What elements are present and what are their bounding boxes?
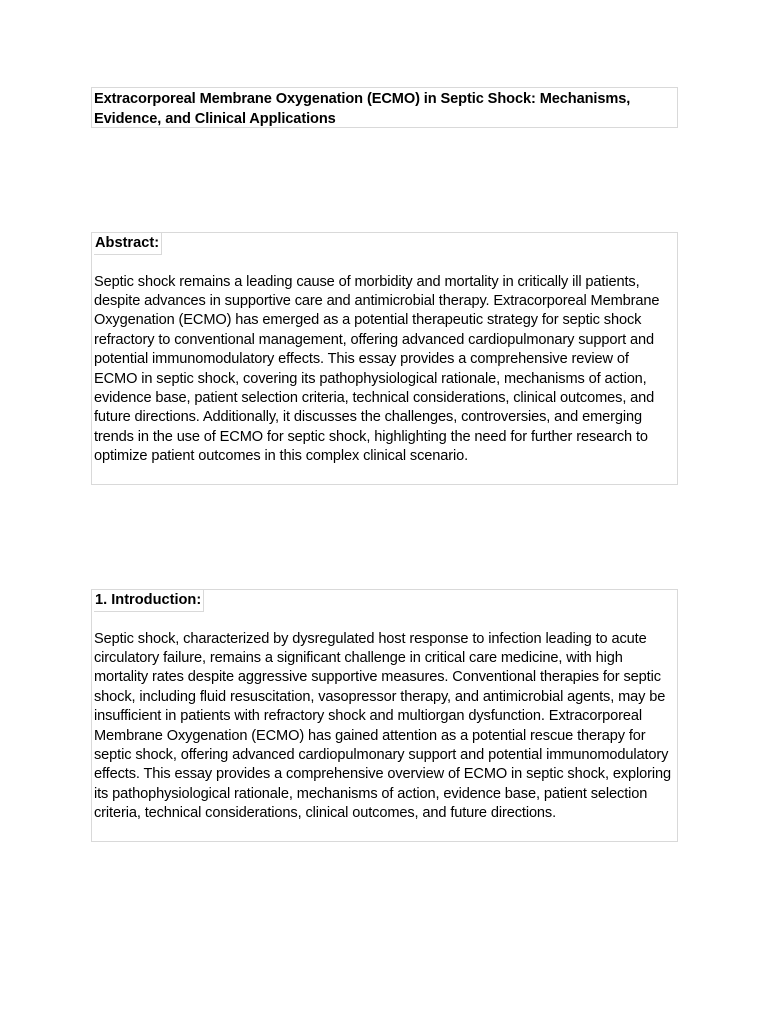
document-title: Extracorporeal Membrane Oxygenation (ECMO) in Septic Shock: Mechanisms, Evidence, and Clinical Applications xyxy=(94,91,631,127)
introduction-text: Septic shock, characterized by dysregulated host response to infection leading to acute circulatory failure, remains a significant challenge in critical care medicine, with high mortality rates despite aggressive supportive measures. Conventional therapies for septic shock, including fluid resuscitation, vasopressor therapy, and antimicrobial agents, may be insufficient in patients with refractory shock and multiorgan dysfunction. Extracorporeal Membrane Oxygenation (ECMO) has gained attention as a potential rescue therapy for septic shock, offering advanced cardiopulmonary support and potential immunomodulatory effects. This essay provides a comprehensive overview of ECMO in septic shock, exploring its pathophysiological rationale, mechanisms of action, evidence base, patient selection criteria, technical considerations, clinical outcomes, and future directions. xyxy=(94,630,671,822)
abstract-text: Septic shock remains a leading cause of morbidity and mortality in critically ill patients, despite advances in supportive care and antimicrobial therapy. Extracorporeal Membrane Oxygenation (ECMO) has emerged as a potential therapeutic strategy for septic shock refractory to conventional management, offering advanced cardiopulmonary support and potential immunomodulatory effects. This essay provides a comprehensive review of ECMO in septic shock, covering its pathophysiological rationale, mechanisms of action, evidence base, patient selection criteria, technical considerations, clinical outcomes, and future directions. Additionally, it discusses the challenges, controversies, and emerging trends in the use of ECMO for septic shock, highlighting the need for further research to optimize patient outcomes in this complex clinical scenario. xyxy=(94,273,660,465)
introduction-heading: 1. Introduction: xyxy=(94,590,204,612)
title-box xyxy=(91,87,678,128)
introduction-section xyxy=(91,589,678,842)
abstract-heading: Abstract: xyxy=(94,233,162,255)
abstract-section xyxy=(91,232,678,485)
